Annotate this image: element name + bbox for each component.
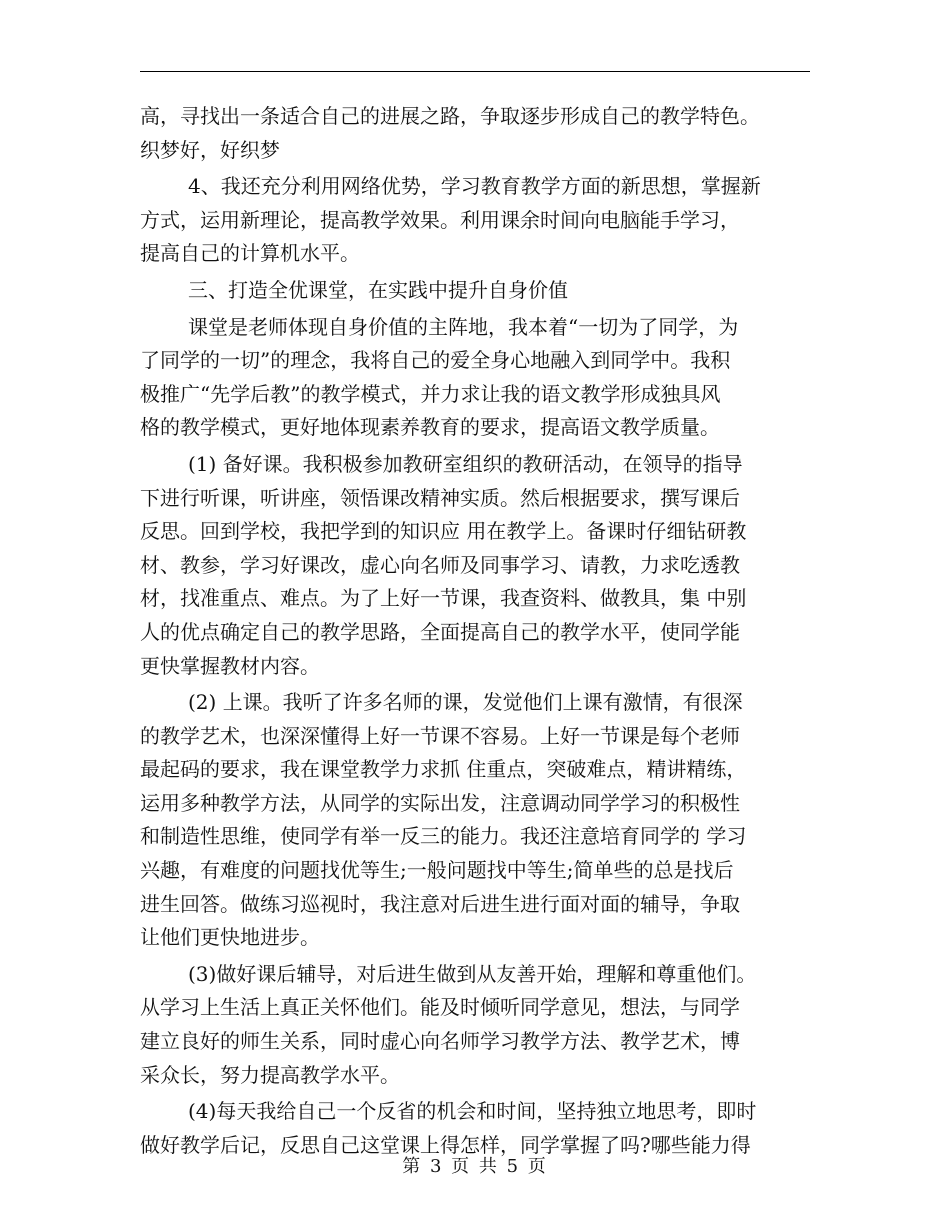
text-line: 材，找准重点、难点。为了上好一节课，我查资料、做教具，集 中别 [140, 586, 747, 611]
text-line: 三、打造全优课堂，在实践中提升自身价值 [188, 277, 568, 302]
document-body [140, 100, 810, 1162]
text-line: 课堂是老师体现自身价值的主阵地，我本着“一切为了同学，为 [188, 314, 739, 339]
text-line: 4、我还充分利用网络优势，学习教育教学方面的新思想，掌握新 [188, 174, 761, 199]
text-line: 采众长，努力提高教学水平。 [140, 1062, 400, 1087]
text-line: 极推广“先学后教”的教学模式，并力求让我的语文教学形成独具风 [140, 381, 721, 406]
text-line: 反思。回到学校，我把学到的知识应 用在教学上。备课时仔细钻研教 [140, 519, 747, 544]
text-line: 下进行听课，听讲座，领悟课改精神实质。然后根据要求，撰写课后 [140, 485, 740, 510]
text-line: (3)做好课后辅导，对后进生做到从友善开始，理解和尊重他们。 [188, 961, 757, 986]
text-line: 人的优点确定自己的教学思路，全面提高自己的教学水平，使同学能 [140, 619, 740, 644]
text-line: 材、教参，学习好课改，虚心向名师及同事学习、请教，力求吃透教 [140, 552, 740, 577]
text-line: 运用多种教学方法，从同学的实际出发，注意调动同学学习的积极性 [140, 790, 740, 815]
text-line: 建立良好的师生关系，同时虚心向名师学习教学方法、教学艺术，博 [140, 1029, 740, 1054]
text-line: 更快掌握教材内容。 [140, 653, 320, 678]
text-line: 格的教学模式，更好地体现素养教育的要求，提高语文教学质量。 [140, 415, 720, 440]
text-line: 提高自己的计算机水平。 [140, 241, 360, 266]
text-line: 从学习上生活上真正关怀他们。能及时倾听同学意见，想法，与同学 [140, 995, 740, 1020]
page-number-footer: 第 3 页 共 5 页 [402, 1156, 548, 1177]
text-line: 让他们更快地进步。 [140, 925, 320, 950]
text-line: 了同学的一切”的理念，我将自己的爱全身心地融入到同学中。我积 [140, 348, 731, 373]
text-line: (4)每天我给自己一个反省的机会和时间，坚持独立地思考，即时 [188, 1099, 757, 1124]
text-line: 最起码的要求，我在课堂教学力求抓 住重点，突破难点，精讲精练， [140, 757, 747, 782]
text-line: 高，寻找出一条适合自己的进展之路，争取逐步形成自己的教学特色。 [140, 104, 760, 128]
text-line: 的教学艺术，也深深懂得上好一节课不容易。上好一节课是每个老师 [140, 723, 740, 748]
text-line: 兴趣，有难度的问题找优等生;一般问题找中等生;简单些的总是找后 [140, 858, 734, 883]
text-line: 进生回答。做练习巡视时，我注意对后进生进行面对面的辅导，争取 [140, 891, 740, 916]
text-line: (2) 上课。我听了许多名师的课，发觉他们上课有激情，有很深 [188, 690, 743, 715]
text-line: 做好教学后记，反思自己这堂课上得怎样，同学掌握了吗?哪些能力得 [140, 1132, 751, 1157]
text-line: (1) 备好课。我积极参加教研室组织的教研活动，在领导的指导 [188, 451, 743, 476]
text-line: 和制造性思维，使同学有举一反三的能力。我还注意培育同学的 学习 [140, 824, 747, 849]
text-line: 织梦好，好织梦 [140, 137, 280, 162]
header-rule [140, 71, 810, 72]
text-line: 方式，运用新理论，提高教学效果。利用课余时间向电脑能手学习， [140, 207, 740, 232]
